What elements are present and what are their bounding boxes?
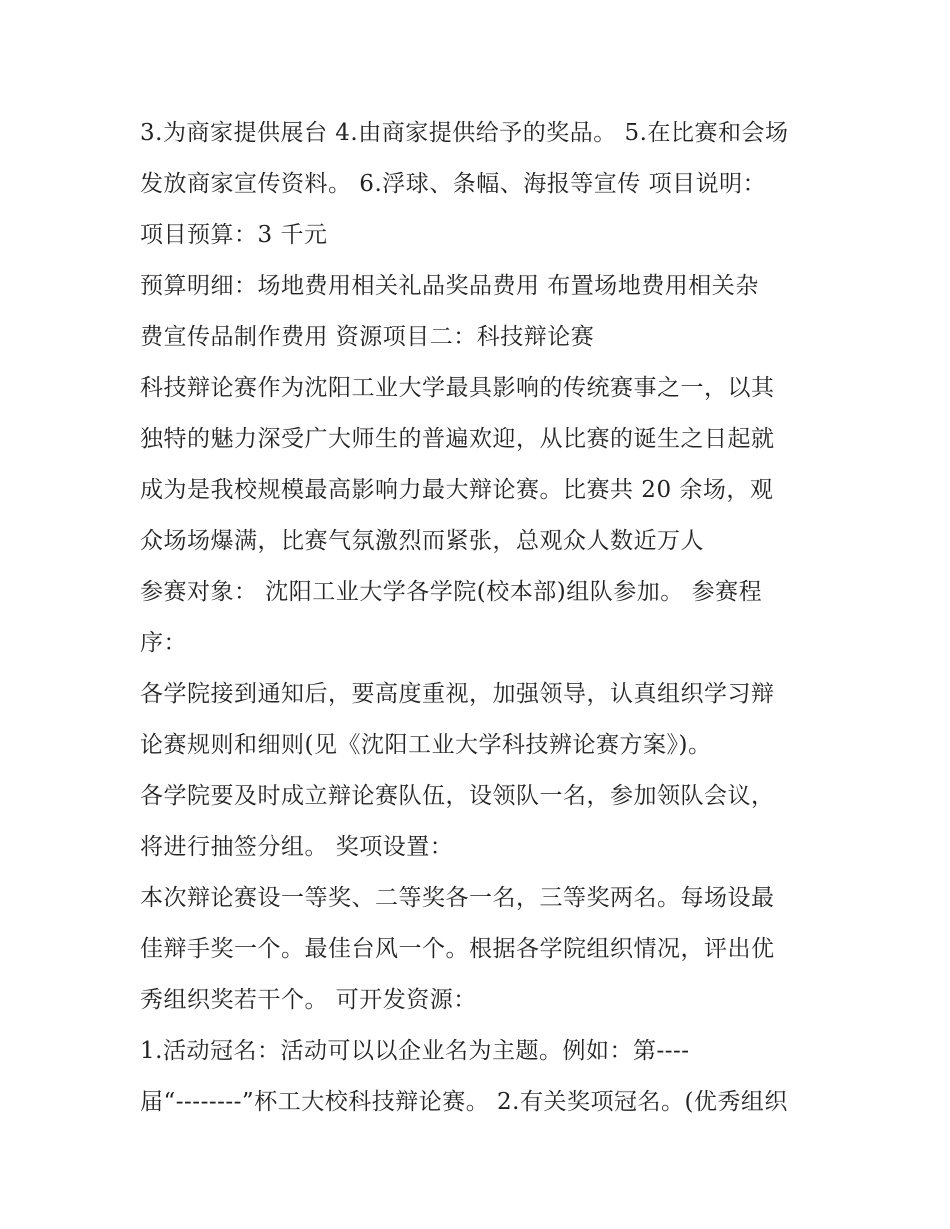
text-line: 本次辩论赛设一等奖、二等奖各一名，三等奖两名。每场设最 bbox=[140, 885, 775, 911]
text-line: 届“--------”杯工大校科技辩论赛。 2.有关奖项冠名。(优秀组织 bbox=[140, 1089, 788, 1115]
text-line: 参赛对象： 沈阳工业大学各学院(校本部)组队参加。 参赛程 bbox=[140, 579, 763, 605]
text-line: 项目预算：3 千元 bbox=[140, 222, 328, 248]
text-line: 论赛规则和细则(见《沈阳工业大学科技辨论赛方案》)。 bbox=[140, 732, 712, 758]
text-line: 序： bbox=[140, 630, 187, 656]
document-body bbox=[140, 108, 820, 1128]
text-line: 发放商家宣传资料。 6.浮球、条幅、海报等宣传 项目说明： bbox=[140, 171, 767, 197]
text-line: 佳辩手奖一个。最佳台风一个。根据各学院组织情况，评出优 bbox=[140, 936, 775, 962]
text-line: 费宣传品制作费用 资源项目二：科技辩论赛 bbox=[140, 324, 595, 350]
text-line: 3.为商家提供展台 4.由商家提供给予的奖品。 5.在比赛和会场 bbox=[140, 120, 789, 146]
text-line: 1.活动冠名：活动可以以企业名为主题。例如：第---- bbox=[140, 1038, 690, 1064]
text-line: 预算明细：场地费用相关礼品奖品费用 布置场地费用相关杂 bbox=[140, 273, 759, 299]
text-line: 各学院接到通知后，要高度重视，加强领导，认真组织学习辩 bbox=[140, 681, 775, 707]
text-line: 成为是我校规模最高影响力最大辩论赛。比赛共 20 余场，观 bbox=[140, 477, 774, 503]
text-line: 各学院要及时成立辩论赛队伍，设领队一名，参加领队会议， bbox=[140, 783, 775, 809]
text-line: 秀组织奖若干个。 可开发资源： bbox=[140, 987, 477, 1013]
text-line: 独特的魅力深受广大师生的普遍欢迎，从比赛的诞生之日起就 bbox=[140, 426, 775, 452]
text-line: 科技辩论赛作为沈阳工业大学最具影响的传统赛事之一，以其 bbox=[140, 375, 775, 401]
text-line: 将进行抽签分组。 奖项设置： bbox=[140, 834, 454, 860]
text-line: 众场场爆满，比赛气氛激烈而紧张，总观众人数近万人 bbox=[140, 528, 704, 554]
